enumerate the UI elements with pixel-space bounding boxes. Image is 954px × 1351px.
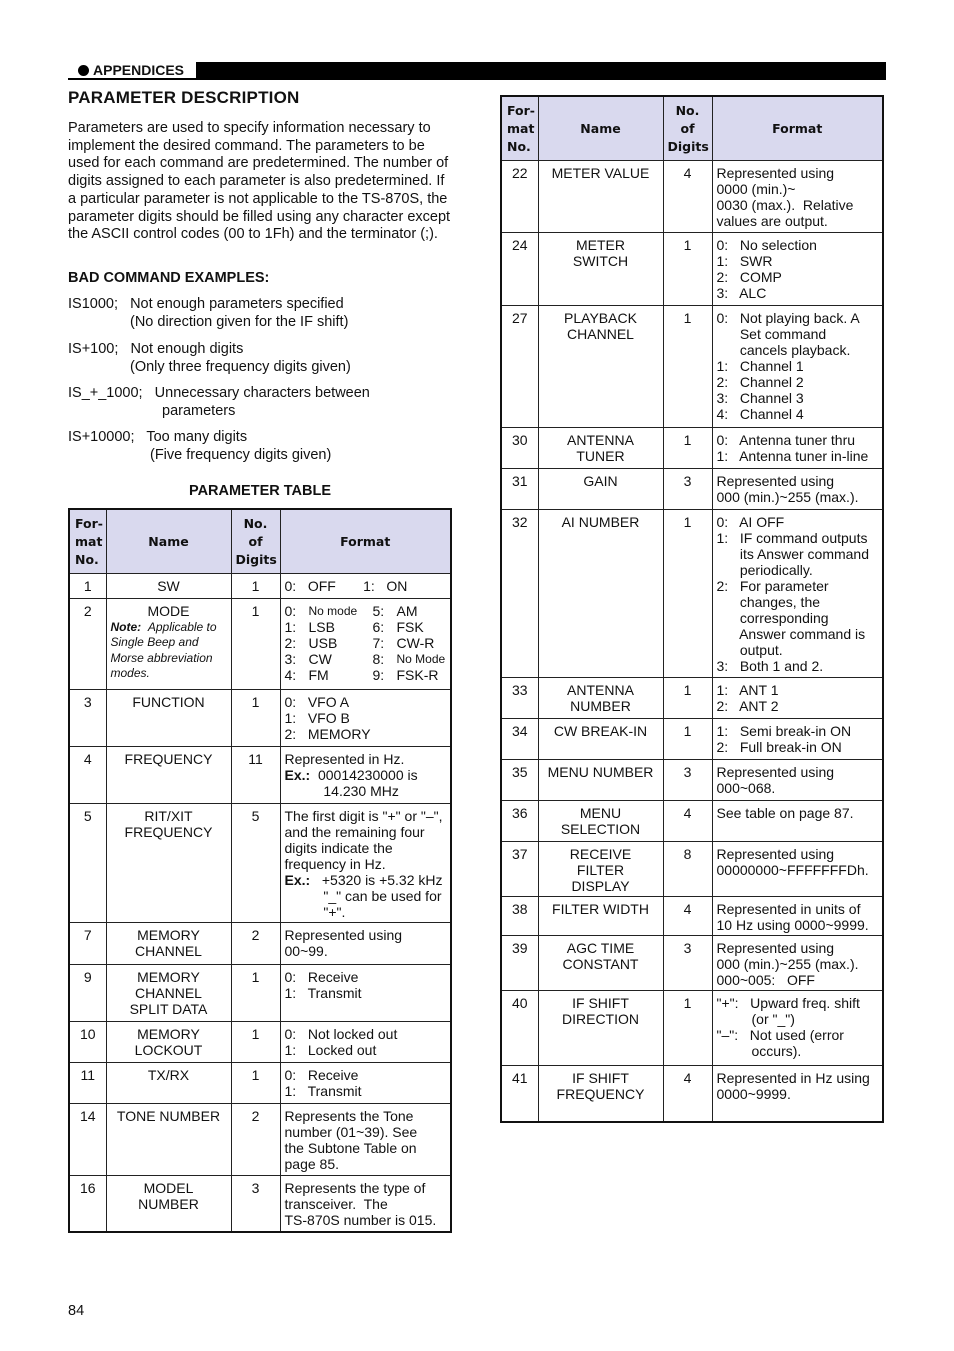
format-line: 1: Antenna tuner in-line	[716, 447, 869, 464]
format-line: 0: VFO A	[284, 693, 350, 710]
digit-count-cell: 3	[231, 1175, 280, 1232]
format-line: 000~005: OFF	[716, 971, 815, 988]
parameter-name-cell	[538, 427, 663, 468]
table-row	[501, 305, 883, 427]
format-line: 000~068.	[716, 779, 776, 796]
mode-entry: 5:	[372, 602, 385, 619]
format-line: transceiver. The	[284, 1195, 388, 1212]
table-row	[501, 990, 883, 1065]
col-format: Format	[712, 96, 883, 160]
format-line: 0: No selection	[716, 236, 817, 253]
table-row	[501, 232, 883, 305]
table-row	[501, 677, 883, 718]
format-number-cell: 30	[501, 427, 538, 468]
format-line: The first digit is "+" or "–",	[284, 807, 443, 824]
table-row	[501, 718, 883, 759]
parameter-name: FILTER WIDTH	[552, 900, 649, 917]
format-line: 0: Receive	[284, 1066, 359, 1083]
digit-count-cell: 4	[663, 800, 712, 841]
format-line: 0000 (min.)~	[716, 180, 796, 197]
digit-count-cell: 1	[231, 964, 280, 1021]
format-cell	[712, 160, 883, 232]
format-cell	[280, 964, 451, 1021]
digit-count-cell: 1	[231, 1021, 280, 1062]
parameter-name: FREQUENCY	[124, 750, 213, 767]
format-line: 1: Transmit	[284, 984, 362, 1001]
format-number-cell: 38	[501, 896, 538, 935]
format-cell	[712, 305, 883, 427]
parameter-name-cell	[538, 509, 663, 677]
page-number: 84	[68, 1303, 85, 1319]
parameter-name: TX/RX	[147, 1066, 190, 1083]
mode-entry: FM	[308, 666, 329, 683]
format-cell	[712, 935, 883, 990]
format-line: 0: OFF 1: ON	[284, 577, 408, 594]
format-line: 14.230 MHz	[284, 782, 399, 799]
format-line: periodically.	[716, 561, 813, 578]
note-label: Note:	[110, 619, 142, 634]
format-line: occurs).	[716, 1042, 802, 1059]
mode-entry: No mode	[308, 603, 358, 618]
parameter-name: MODE	[147, 602, 190, 619]
parameter-name: IF SHIFT DIRECTION	[562, 994, 639, 1027]
format-line: cancels playback.	[716, 341, 851, 358]
table-row	[501, 1065, 883, 1122]
format-line: TS-870S number is 015.	[284, 1211, 437, 1228]
format-number-cell: 41	[501, 1065, 538, 1122]
note-text: Applicable to Single Beep and Morse abbreviation modes.	[110, 619, 217, 680]
header-rule	[68, 78, 886, 80]
example-text: +5320 is +5.32 kHz	[310, 871, 443, 888]
format-line: Represented using	[716, 164, 835, 181]
example-text: 00014230000 is	[310, 766, 418, 783]
digit-count-cell: 1	[231, 1062, 280, 1103]
format-cell	[712, 1065, 883, 1122]
format-line: Represented using	[716, 939, 835, 956]
format-line: Represented using	[716, 845, 835, 862]
format-line: number (01~39). See	[284, 1123, 418, 1140]
format-cell	[712, 232, 883, 305]
format-line: 1: Channel 1	[716, 357, 804, 374]
mode-entry: 3:	[284, 650, 297, 667]
digit-count-cell: 1	[663, 509, 712, 677]
mode-entry: CW	[308, 650, 332, 667]
format-line: 1: Semi break-in ON	[716, 722, 852, 739]
parameter-name: GAIN	[583, 472, 618, 489]
mode-entry: 7:	[372, 634, 385, 651]
parameter-name-cell	[538, 759, 663, 800]
parameter-name-cell	[538, 160, 663, 232]
table-row	[69, 689, 451, 746]
table-row	[69, 1175, 451, 1232]
digit-count-cell: 1	[663, 990, 712, 1065]
col-digits: No. of Digits	[663, 96, 712, 160]
parameter-name-cell	[538, 896, 663, 935]
format-line: 1: IF command outputs	[716, 529, 868, 546]
format-number-cell: 3	[69, 689, 106, 746]
table-row	[501, 841, 883, 896]
format-line: its Answer command	[716, 545, 869, 562]
format-number-cell: 10	[69, 1021, 106, 1062]
parameter-name: AGC TIME CONSTANT	[562, 939, 639, 972]
parameter-name-cell	[106, 1103, 231, 1175]
parameter-name-cell	[538, 1065, 663, 1122]
format-line: 00000000~FFFFFFFDh.	[716, 861, 869, 878]
parameter-name: CW BREAK-IN	[553, 722, 648, 739]
table-row	[501, 935, 883, 990]
format-line: 1: Transmit	[284, 1082, 362, 1099]
col-format: Format	[280, 509, 451, 573]
parameter-name: IF SHIFT FREQUENCY	[556, 1069, 645, 1102]
table-row	[69, 598, 451, 689]
table-row	[501, 800, 883, 841]
parameter-name-cell	[106, 964, 231, 1021]
parameter-name: SW	[157, 577, 180, 594]
parameter-name: METER SWITCH	[572, 236, 629, 269]
parameter-name-cell	[106, 1021, 231, 1062]
format-line: 1: VFO B	[284, 709, 350, 726]
format-cell	[712, 759, 883, 800]
parameter-name: FUNCTION	[132, 693, 205, 710]
example-label: Ex.:	[284, 766, 311, 783]
bad-example	[68, 385, 370, 420]
parameter-name: RIT/XIT FREQUENCY	[124, 807, 213, 840]
col-name: Name	[538, 96, 663, 160]
format-cell	[280, 1103, 451, 1175]
mode-entry: 9:	[372, 666, 385, 683]
bad-example-note: (Five frequency digits given)	[150, 446, 332, 463]
format-line: 4: Channel 4	[716, 405, 804, 422]
digit-count-cell: 1	[663, 718, 712, 759]
parameter-name: MEMORY CHANNEL SPLIT DATA	[129, 968, 208, 1017]
parameter-name-cell	[106, 746, 231, 803]
intro-paragraph: Parameters are used to specify information necessary to implement the desired command. The parameters to be used for each command are predetermined. The number of digits assigned to each parameter is also predetermined. If a particular parameter is not applicable to the TS-870S, the parameter digits should be filled using any character except the ASCII control codes (00 to 1Fh) and the terminator (;).	[68, 120, 451, 243]
mode-entry: LSB	[308, 618, 335, 635]
format-line: corresponding	[716, 609, 829, 626]
parameter-name: MENU SELECTION	[560, 804, 641, 837]
format-number-cell: 22	[501, 160, 538, 232]
bad-example-line: IS+100; Not enough digits	[68, 341, 244, 357]
parameter-name: AI NUMBER	[561, 513, 640, 530]
digit-count-cell: 8	[663, 841, 712, 896]
parameter-name-cell	[106, 922, 231, 964]
format-line: 2: Full break-in ON	[716, 738, 842, 755]
table-row	[69, 922, 451, 964]
format-number-cell: 36	[501, 800, 538, 841]
mode-entry: No Mode	[396, 651, 446, 666]
parameter-name: METER VALUE	[551, 164, 650, 181]
format-number-cell: 33	[501, 677, 538, 718]
table-row	[501, 427, 883, 468]
format-line: Represented in units of	[716, 900, 861, 917]
parameter-name-cell	[538, 990, 663, 1065]
table-row	[501, 759, 883, 800]
format-cell	[712, 509, 883, 677]
mode-entry: AM	[396, 602, 418, 619]
format-line: page 85.	[284, 1155, 339, 1172]
parameter-name-cell	[538, 677, 663, 718]
digit-count-cell: 1	[231, 573, 280, 598]
digit-count-cell: 1	[663, 427, 712, 468]
format-line: 0030 (max.). Relative	[716, 196, 854, 213]
table-header-row	[501, 96, 883, 160]
parameter-name: RECEIVE FILTER DISPLAY	[569, 845, 632, 894]
format-line: 2: ANT 2	[716, 697, 779, 714]
digit-count-cell: 1	[231, 598, 280, 689]
format-number-cell: 2	[69, 598, 106, 689]
format-line: Represented using	[716, 763, 835, 780]
bad-example	[68, 296, 348, 331]
format-line: 2: For parameter	[716, 577, 829, 594]
format-line: frequency in Hz.	[284, 855, 386, 872]
parameter-name-cell	[106, 1062, 231, 1103]
bullet-icon	[78, 65, 89, 76]
parameter-name: ANTENNA TUNER	[567, 431, 634, 464]
table-row	[69, 1103, 451, 1175]
format-line: 10 Hz using 0000~9999.	[716, 916, 869, 933]
format-number-cell: 39	[501, 935, 538, 990]
mode-entry: 4:	[284, 666, 297, 683]
table-row	[501, 160, 883, 232]
table-row	[501, 896, 883, 935]
format-cell	[712, 896, 883, 935]
format-number-cell: 24	[501, 232, 538, 305]
mode-entry: 8:	[372, 650, 385, 667]
format-cell	[712, 677, 883, 718]
bad-example-note: (No direction given for the IF shift)	[130, 313, 349, 330]
format-line: See table on page 87.	[716, 804, 854, 821]
format-line: Answer command is	[716, 625, 866, 642]
parameter-name: TONE NUMBER	[116, 1107, 221, 1124]
format-number-cell: 16	[69, 1175, 106, 1232]
parameter-name-cell	[106, 598, 231, 689]
format-line: 0: Not playing back. A	[716, 309, 860, 326]
bad-examples-heading: BAD COMMAND EXAMPLES:	[68, 270, 270, 286]
parameter-name-cell	[538, 718, 663, 759]
format-line: 2: Channel 2	[716, 373, 804, 390]
format-number-cell: 40	[501, 990, 538, 1065]
table-header-row	[69, 509, 451, 573]
format-line: 1: SWR	[716, 252, 773, 269]
digit-count-cell: 1	[663, 677, 712, 718]
col-digits: No. of Digits	[231, 509, 280, 573]
parameter-name-cell	[106, 689, 231, 746]
digit-count-cell: 2	[231, 1103, 280, 1175]
format-number-cell: 37	[501, 841, 538, 896]
format-line: 0: AI OFF	[716, 513, 785, 530]
section-text: APPENDICES	[93, 62, 185, 78]
format-line	[285, 872, 447, 888]
format-line: Represented using	[284, 926, 403, 943]
format-line: "_" can be used for	[284, 887, 442, 904]
mode-entry: CW-R	[396, 634, 435, 651]
digit-count-cell: 1	[663, 305, 712, 427]
format-cell	[280, 1062, 451, 1103]
format-cell	[712, 427, 883, 468]
format-line: 3: Channel 3	[716, 389, 804, 406]
mode-entry: 6:	[372, 618, 385, 635]
format-line: 2: MEMORY	[284, 725, 371, 742]
table-row	[69, 803, 451, 922]
format-line: 0: Antenna tuner thru	[716, 431, 856, 448]
format-cell	[280, 573, 451, 598]
format-line: 000 (min.)~255 (max.).	[716, 955, 859, 972]
parameter-name-cell	[538, 468, 663, 509]
table-row	[69, 746, 451, 803]
digit-count-cell: 1	[231, 689, 280, 746]
format-line: Represented in Hz using	[716, 1069, 870, 1086]
bad-example	[68, 429, 331, 464]
format-line: (or "_")	[716, 1010, 795, 1027]
bad-example-note: (Only three frequency digits given)	[130, 358, 351, 375]
parameter-table-left	[68, 508, 452, 1233]
format-number-cell: 4	[69, 746, 106, 803]
parameter-name-cell	[538, 305, 663, 427]
col-name: Name	[106, 509, 231, 573]
example-label: Ex.:	[284, 871, 311, 888]
mode-entry: FSK	[396, 618, 424, 635]
mode-entry: 2:	[284, 634, 297, 651]
mode-note	[111, 620, 227, 682]
format-line: Represents the type of	[284, 1179, 426, 1196]
format-number-cell: 7	[69, 922, 106, 964]
col-format-no: For- mat No.	[501, 96, 538, 160]
format-line: 1: ANT 1	[716, 681, 779, 698]
digit-count-cell: 5	[231, 803, 280, 922]
bad-example-line: IS+10000; Too many digits	[68, 429, 248, 445]
format-number-cell: 9	[69, 964, 106, 1021]
format-cell	[280, 803, 451, 922]
digit-count-cell: 1	[663, 232, 712, 305]
format-number-cell: 34	[501, 718, 538, 759]
parameter-name: MODEL NUMBER	[138, 1179, 199, 1212]
table-row	[69, 573, 451, 598]
table-row	[69, 964, 451, 1021]
format-number-cell: 35	[501, 759, 538, 800]
digit-count-cell: 4	[663, 160, 712, 232]
format-cell	[280, 598, 451, 689]
format-line	[285, 767, 447, 783]
parameter-name-cell	[538, 800, 663, 841]
format-line: output.	[716, 641, 783, 658]
digit-count-cell: 4	[663, 1065, 712, 1122]
format-cell	[712, 718, 883, 759]
bad-example-line: IS_+_1000; Unnecessary characters between	[68, 385, 370, 401]
mode-entry: 1:	[284, 618, 297, 635]
parameter-name: MEMORY CHANNEL	[135, 926, 202, 959]
parameter-name-cell	[538, 935, 663, 990]
format-line: and the remaining four	[284, 823, 425, 840]
parameter-name: ANTENNA NUMBER	[567, 681, 634, 714]
parameter-name: MENU NUMBER	[547, 763, 654, 780]
format-line: "–": Not used (error	[716, 1026, 844, 1043]
parameter-name: MEMORY LOCKOUT	[134, 1025, 203, 1058]
format-line: 0000~9999.	[716, 1085, 791, 1102]
digit-count-cell: 3	[663, 759, 712, 800]
bad-example-note: parameters	[162, 402, 236, 419]
mode-entry: USB	[308, 634, 338, 651]
format-line: 3: ALC	[716, 284, 767, 301]
format-number-cell: 32	[501, 509, 538, 677]
digit-count-cell: 4	[663, 896, 712, 935]
format-number-cell: 14	[69, 1103, 106, 1175]
col-format-no: For- mat No.	[69, 509, 106, 573]
format-line: changes, the	[716, 593, 821, 610]
table-row	[501, 509, 883, 677]
parameter-table-right	[500, 95, 884, 1123]
digit-count-cell: 11	[231, 746, 280, 803]
parameter-name-cell	[106, 1175, 231, 1232]
parameter-name: PLAYBACK CHANNEL	[564, 309, 637, 342]
table-row	[69, 1062, 451, 1103]
format-line: "+".	[284, 903, 346, 920]
format-cell	[280, 922, 451, 964]
format-cell	[712, 841, 883, 896]
digit-count-cell: 3	[663, 935, 712, 990]
format-number-cell: 11	[69, 1062, 106, 1103]
format-line: 0: Receive	[284, 968, 359, 985]
format-line: 2: COMP	[716, 268, 782, 285]
section-header	[68, 62, 886, 80]
mode-entry: FSK-R	[396, 666, 439, 683]
format-line: values are output.	[716, 212, 828, 229]
format-line: Set command	[716, 325, 827, 342]
digit-count-cell: 2	[231, 922, 280, 964]
table-row	[69, 1021, 451, 1062]
mode-list	[285, 603, 447, 683]
bad-example	[68, 341, 351, 376]
format-line: Represented using	[716, 472, 835, 489]
parameter-name-cell	[538, 841, 663, 896]
format-number-cell: 27	[501, 305, 538, 427]
format-number-cell: 31	[501, 468, 538, 509]
format-line: digits indicate the	[284, 839, 393, 856]
format-line: Represents the Tone	[284, 1107, 414, 1124]
format-number-cell: 5	[69, 803, 106, 922]
format-cell	[712, 800, 883, 841]
format-line: "+": Upward freq. shift	[716, 994, 860, 1011]
format-line: 000 (min.)~255 (max.).	[716, 488, 859, 505]
bad-example-line: IS1000; Not enough parameters specified	[68, 296, 344, 312]
mode-entry: 0:	[284, 602, 297, 619]
format-cell	[280, 1175, 451, 1232]
format-cell	[280, 1021, 451, 1062]
table-row	[501, 468, 883, 509]
digit-count-cell: 3	[663, 468, 712, 509]
format-line: 00~99.	[284, 942, 328, 959]
format-cell	[712, 468, 883, 509]
format-cell	[712, 990, 883, 1065]
format-number-cell: 1	[69, 573, 106, 598]
parameter-table-title: PARAMETER TABLE	[188, 483, 332, 499]
format-line: the Subtone Table on	[284, 1139, 417, 1156]
format-line: 1: Locked out	[284, 1041, 377, 1058]
page-title: PARAMETER DESCRIPTION	[68, 88, 300, 107]
section-label	[78, 62, 184, 79]
parameter-name-cell	[106, 573, 231, 598]
parameter-name-cell	[538, 232, 663, 305]
format-cell	[280, 746, 451, 803]
format-line: 0: Not locked out	[284, 1025, 398, 1042]
parameter-name-cell	[106, 803, 231, 922]
format-line: Represented in Hz.	[284, 750, 405, 767]
format-cell	[280, 689, 451, 746]
format-line: 3: Both 1 and 2.	[716, 657, 824, 674]
